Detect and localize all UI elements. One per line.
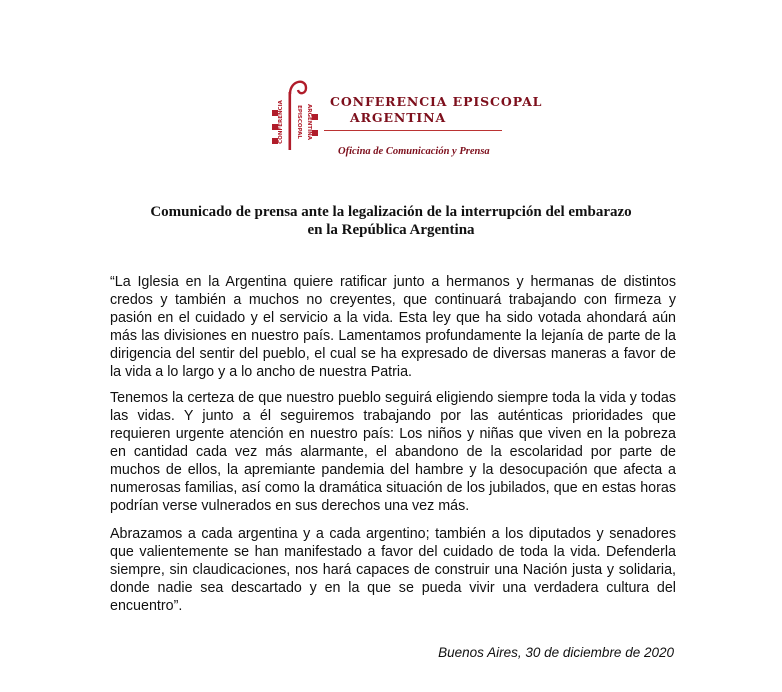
org-name-line2: ARGENTINA (350, 110, 447, 125)
paragraph-2: Tenemos la certeza de que nuestro pueblo seguirá eligiendo siempre toda la vida y todas las vidas. Y junto a él seguiremos trabajando por las auténticas prioridades que requieren urgente atención en nuestro país: Los niños y niñas que viven en la pobreza en cantidad cada vez más alarmante, el abandono de la escolaridad por parte de muchos de ellos, la apremiante pandemia del hambre y la desocupación que afecta a numerosas familias, así como la dramática situación de los jubilados, que en estas horas podrían verse vulnerados en sus derechos una vez más. (110, 390, 676, 514)
org-name-line1: CONFERENCIA EPISCOPAL (330, 94, 543, 109)
document-title (60, 203, 722, 239)
svg-text:ARGENTINA: ARGENTINA (306, 103, 312, 141)
logo-header (268, 74, 543, 164)
paragraph-1: “La Iglesia en la Argentina quiere ratificar junto a hermanos y hermanas de distintos credos y también a muchos no creyentes, que continuará trabajando con firmeza y pasión en el cuidado y el servicio a la vida. Esta ley que ha sido votada ahondará aún más las divisiones en nuestro país. Lamentamos profundamente la lejanía de parte de la dirigencia del sentir del pueblo, el cual se ha expresado de diversas maneras a favor de la vida a lo largo y a lo ancho de nuestra Patria. (110, 274, 676, 380)
office-subtitle: Oficina de Comunicación y Prensa (338, 146, 490, 157)
paragraph-3: Abrazamos a cada argentina y a cada argentino; también a los diputados y senadores que valientemente se han manifestado a favor del cuidado de toda la vida. Defenderla siempre, sin claudicaciones, nos hará capaces de construir una Nación justa y solidaria, donde nadie sea descartado y en la que se pueda vivir una verdadera cultura del encuentro”. (110, 526, 676, 614)
title-line-1: Comunicado de prensa ante la legalización de la interrupción del embarazo (150, 204, 632, 220)
dateline: Buenos Aires, 30 de diciembre de 2020 (438, 645, 674, 660)
svg-text:CONFERENCIA: CONFERENCIA (278, 100, 284, 144)
svg-text:EPISCOPAL: EPISCOPAL (296, 105, 302, 139)
header-divider (324, 130, 502, 131)
title-line-2: en la República Argentina (307, 222, 475, 238)
episcopal-emblem-icon (268, 74, 322, 152)
